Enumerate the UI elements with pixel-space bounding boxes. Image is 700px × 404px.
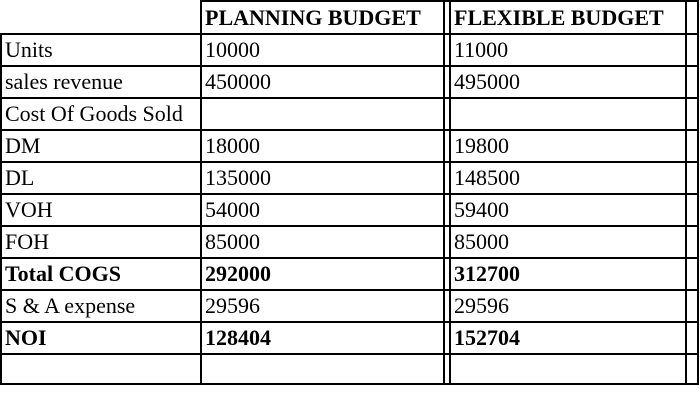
- trailing-cell: [686, 66, 698, 98]
- row-label[interactable]: S & A expense: [1, 290, 201, 322]
- planning-value[interactable]: 292000: [201, 258, 444, 290]
- trailing-cell: [686, 1, 698, 34]
- planning-value[interactable]: [201, 354, 444, 384]
- trailing-cell: [686, 226, 698, 258]
- table-row-total-cogs: [1, 258, 698, 290]
- flexible-value[interactable]: 495000: [450, 66, 686, 98]
- table-row-noi: [1, 322, 698, 354]
- header-label-cell[interactable]: [1, 1, 201, 34]
- planning-value[interactable]: 450000: [201, 66, 444, 98]
- planning-value[interactable]: 135000: [201, 162, 444, 194]
- trailing-cell: [686, 98, 698, 130]
- planning-value[interactable]: 128404: [201, 322, 444, 354]
- row-label[interactable]: VOH: [1, 194, 201, 226]
- table-row-empty: [1, 354, 698, 384]
- table-row: [1, 290, 698, 322]
- table-row: [1, 194, 698, 226]
- row-label[interactable]: NOI: [1, 322, 201, 354]
- flexible-value[interactable]: 11000: [450, 34, 686, 66]
- trailing-cell: [686, 130, 698, 162]
- row-label[interactable]: Units: [1, 34, 201, 66]
- row-label[interactable]: DL: [1, 162, 201, 194]
- row-label[interactable]: FOH: [1, 226, 201, 258]
- flexible-value[interactable]: 85000: [450, 226, 686, 258]
- planning-value[interactable]: 29596: [201, 290, 444, 322]
- planning-value[interactable]: 54000: [201, 194, 444, 226]
- flexible-value[interactable]: 59400: [450, 194, 686, 226]
- trailing-cell: [686, 290, 698, 322]
- planning-value[interactable]: 85000: [201, 226, 444, 258]
- flexible-value[interactable]: 29596: [450, 290, 686, 322]
- flexible-value[interactable]: 19800: [450, 130, 686, 162]
- header-row: [1, 1, 698, 34]
- flexible-value[interactable]: [450, 354, 686, 384]
- row-label[interactable]: Cost Of Goods Sold: [1, 98, 201, 130]
- table-row: [1, 162, 698, 194]
- row-label[interactable]: DM: [1, 130, 201, 162]
- trailing-cell: [686, 258, 698, 290]
- header-planning-budget[interactable]: PLANNING BUDGET: [201, 1, 444, 34]
- trailing-cell: [686, 194, 698, 226]
- header-flexible-budget[interactable]: FLEXIBLE BUDGET: [450, 1, 686, 34]
- trailing-cell: [686, 322, 698, 354]
- row-label[interactable]: [1, 354, 201, 384]
- flexible-value[interactable]: 312700: [450, 258, 686, 290]
- table-row: [1, 98, 698, 130]
- table-row: [1, 66, 698, 98]
- planning-value[interactable]: 18000: [201, 130, 444, 162]
- flexible-value[interactable]: 148500: [450, 162, 686, 194]
- trailing-cell: [686, 354, 698, 384]
- row-label[interactable]: Total COGS: [1, 258, 201, 290]
- planning-value[interactable]: [201, 98, 444, 130]
- flexible-value[interactable]: 152704: [450, 322, 686, 354]
- trailing-cell: [686, 162, 698, 194]
- row-label[interactable]: sales revenue: [1, 66, 201, 98]
- table-row: [1, 34, 698, 66]
- planning-value[interactable]: 10000: [201, 34, 444, 66]
- flexible-value[interactable]: [450, 98, 686, 130]
- table-row: [1, 226, 698, 258]
- trailing-cell: [686, 34, 698, 66]
- table-row: [1, 130, 698, 162]
